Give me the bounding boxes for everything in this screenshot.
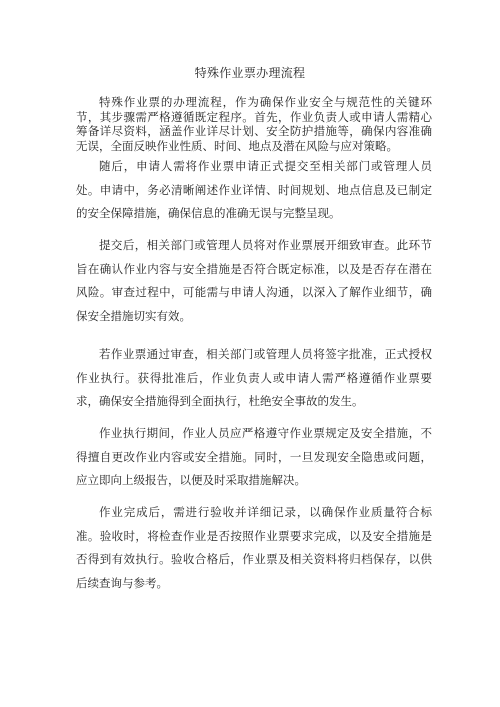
paragraph-6: 作业完成后，需进行验收并详细记录，以确保作业质量符合标准。验收时，将检查作业是否按照作业票要求完成，以及安全措施是否得到有效执行。验收合格后，作业票及相关资料将归档保存，以供后续查询与参考。 [76,505,432,590]
document-title: 特殊作业票办理流程 [194,66,306,80]
paragraph-1: 特殊作业票的办理流程，作为确保作业安全与规范性的关键环节，其步骤需严格遵循既定程序。首先，作业负责人或申请人需精心筹备详尽资料，涵盖作业详尽计划、安全防护措施等，确保内容准确无误，全面反映作业性质、时间、地点及潜在风险与应对策略。 [76,95,432,153]
paragraph-4: 若作业票通过审查，相关部门或管理人员将签字批准，正式授权作业执行。获得批准后，作业负责人或申请人需严格遵循作业票要求，确保安全措施得到全面执行，杜绝安全事故的发生。 [76,347,432,408]
paragraph-3: 提交后，相关部门或管理人员将对作业票展开细致审查。此环节旨在确认作业内容与安全措施是否符合既定标准，以及是否存在潜在风险。审查过程中，可能需与申请人沟通，以深入了解作业细节，确保安全措施切实有效。 [76,238,432,323]
paragraph-2: 随后，申请人需将作业票申请正式提交至相关部门或管理人员处。申请中，务必清晰阐述作业详情、时间规划、地点信息及已制定的安全保障措施，确保信息的准确无误与完整呈现。 [76,159,432,220]
paragraph-5: 作业执行期间，作业人员应严格遵守作业票规定及安全措施，不得擅自更改作业内容或安全措施。同时，一旦发现安全隐患或问题，应立即向上级报告，以便及时采取措施解决。 [76,426,432,487]
